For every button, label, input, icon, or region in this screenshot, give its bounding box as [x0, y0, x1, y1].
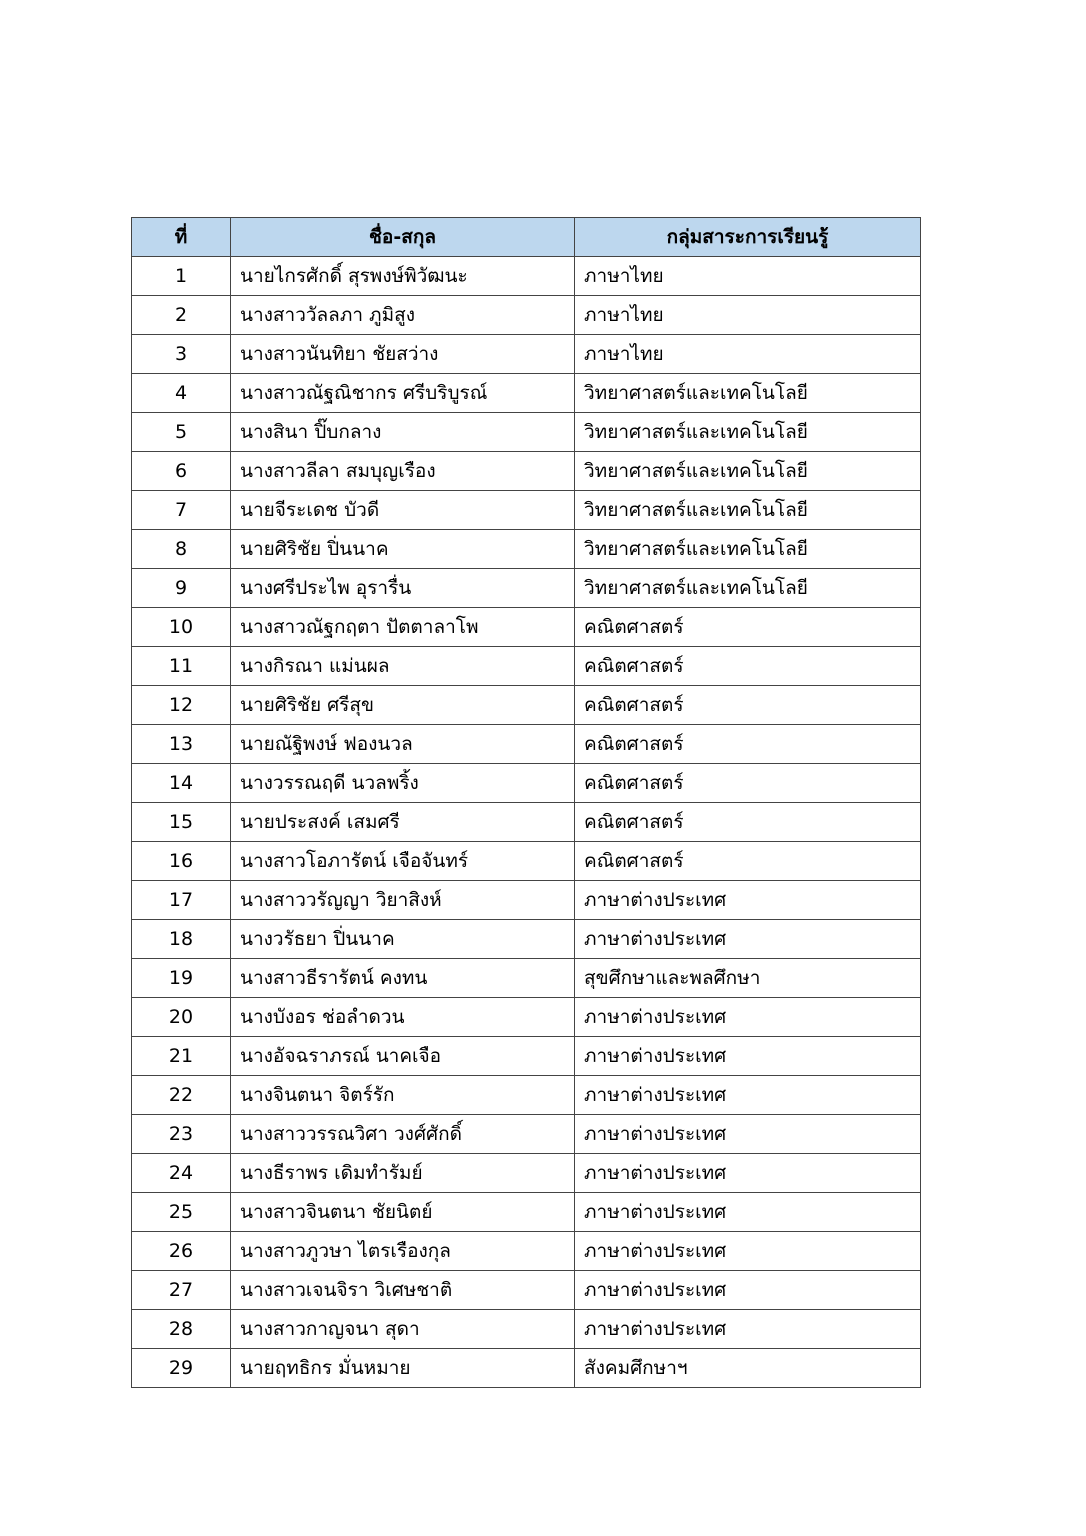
row-name: นางสาวเจนจิรา วิเศษชาติ — [231, 1271, 575, 1310]
row-number: 8 — [132, 530, 231, 569]
table-row — [132, 1115, 921, 1154]
table-row — [132, 1076, 921, 1115]
row-number: 20 — [132, 998, 231, 1037]
row-group: วิทยาศาสตร์และเทคโนโลยี — [575, 530, 921, 569]
row-name: นางจินตนา จิตร์รัก — [231, 1076, 575, 1115]
table-row — [132, 881, 921, 920]
row-number: 11 — [132, 647, 231, 686]
table-row — [132, 1349, 921, 1388]
table-row — [132, 1154, 921, 1193]
row-name: นางวรรณฤดี นวลพริ้ง — [231, 764, 575, 803]
row-group: วิทยาศาสตร์และเทคโนโลยี — [575, 374, 921, 413]
row-group: ภาษาต่างประเทศ — [575, 1232, 921, 1271]
row-name: นางสาวโอภารัตน์ เจือจันทร์ — [231, 842, 575, 881]
row-name: นายประสงค์ เสมศรี — [231, 803, 575, 842]
row-name: นายศิริชัย ศรีสุข — [231, 686, 575, 725]
row-name: นางสาววัลลภา ภูมิสูง — [231, 296, 575, 335]
row-number: 3 — [132, 335, 231, 374]
table-row — [132, 491, 921, 530]
row-group: คณิตศาสตร์ — [575, 647, 921, 686]
row-number: 23 — [132, 1115, 231, 1154]
row-number: 10 — [132, 608, 231, 647]
header-name: ชื่อ-สกุล — [231, 218, 575, 257]
table-row — [132, 530, 921, 569]
row-name: นางวรัธยา ปิ่นนาค — [231, 920, 575, 959]
row-group: คณิตศาสตร์ — [575, 764, 921, 803]
row-group: ภาษาต่างประเทศ — [575, 1271, 921, 1310]
row-group: คณิตศาสตร์ — [575, 842, 921, 881]
row-number: 22 — [132, 1076, 231, 1115]
row-group: คณิตศาสตร์ — [575, 803, 921, 842]
table-row — [132, 842, 921, 881]
row-group: ภาษาต่างประเทศ — [575, 1154, 921, 1193]
row-name: นางบังอร ช่อลำดวน — [231, 998, 575, 1037]
table-row — [132, 1271, 921, 1310]
row-group: วิทยาศาสตร์และเทคโนโลยี — [575, 491, 921, 530]
row-number: 24 — [132, 1154, 231, 1193]
row-name: นางกิรณา แม่นผล — [231, 647, 575, 686]
row-group: สังคมศึกษาฯ — [575, 1349, 921, 1388]
row-group: คณิตศาสตร์ — [575, 686, 921, 725]
row-group: ภาษาไทย — [575, 296, 921, 335]
row-number: 21 — [132, 1037, 231, 1076]
row-number: 9 — [132, 569, 231, 608]
row-number: 19 — [132, 959, 231, 998]
row-name: นายณัฐิพงษ์ ฟองนวล — [231, 725, 575, 764]
table-header — [132, 218, 921, 257]
table-row — [132, 725, 921, 764]
table-row — [132, 1193, 921, 1232]
row-name: นายฤทธิกร มั่นหมาย — [231, 1349, 575, 1388]
row-number: 17 — [132, 881, 231, 920]
table-row — [132, 374, 921, 413]
table-row — [132, 608, 921, 647]
row-number: 12 — [132, 686, 231, 725]
row-number: 13 — [132, 725, 231, 764]
row-name: นางสาวกาญจนา สุดา — [231, 1310, 575, 1349]
table-row — [132, 413, 921, 452]
table-row — [132, 1310, 921, 1349]
row-group: คณิตศาสตร์ — [575, 725, 921, 764]
table-row — [132, 686, 921, 725]
row-group: ภาษาต่างประเทศ — [575, 998, 921, 1037]
row-group: วิทยาศาสตร์และเทคโนโลยี — [575, 413, 921, 452]
row-group: วิทยาศาสตร์และเทคโนโลยี — [575, 569, 921, 608]
row-number: 18 — [132, 920, 231, 959]
row-number: 15 — [132, 803, 231, 842]
table-row — [132, 803, 921, 842]
row-name: นางสาวลีลา สมบุญเรือง — [231, 452, 575, 491]
row-name: นางอัจฉราภรณ์ นาคเจือ — [231, 1037, 575, 1076]
row-name: นางสาววรรณวิศา วงศ์ศักดิ์ — [231, 1115, 575, 1154]
row-group: ภาษาต่างประเทศ — [575, 920, 921, 959]
row-name: นางสาวณัฐกฤตา ปัตตาลาโพ — [231, 608, 575, 647]
row-name: นางสาวภูวษา ไตรเรืองกุล — [231, 1232, 575, 1271]
row-name: นายศิริชัย ปิ่นนาค — [231, 530, 575, 569]
row-group: ภาษาต่างประเทศ — [575, 1037, 921, 1076]
row-number: 16 — [132, 842, 231, 881]
table-row — [132, 335, 921, 374]
row-group: วิทยาศาสตร์และเทคโนโลยี — [575, 452, 921, 491]
table-row — [132, 452, 921, 491]
row-group: ภาษาไทย — [575, 257, 921, 296]
row-number: 27 — [132, 1271, 231, 1310]
row-number: 25 — [132, 1193, 231, 1232]
row-number: 5 — [132, 413, 231, 452]
table-row — [132, 959, 921, 998]
row-number: 4 — [132, 374, 231, 413]
row-name: นายจีระเดช บัวดี — [231, 491, 575, 530]
table-row — [132, 1037, 921, 1076]
row-name: นางสาวณัฐณิชากร ศรีบริบูรณ์ — [231, 374, 575, 413]
row-name: นายไกรศักดิ์ สุรพงษ์พิวัฒนะ — [231, 257, 575, 296]
row-number: 1 — [132, 257, 231, 296]
header-group: กลุ่มสาระการเรียนรู้ — [575, 218, 921, 257]
table-row — [132, 257, 921, 296]
row-name: นางสาวนันทิยา ชัยสว่าง — [231, 335, 575, 374]
table-row — [132, 647, 921, 686]
row-name: นางสาวธีรารัตน์ คงทน — [231, 959, 575, 998]
table-body — [132, 257, 921, 1388]
table-row — [132, 920, 921, 959]
table-row — [132, 296, 921, 335]
row-number: 26 — [132, 1232, 231, 1271]
row-group: ภาษาไทย — [575, 335, 921, 374]
row-name: นางธีราพร เดิมทำรัมย์ — [231, 1154, 575, 1193]
row-number: 29 — [132, 1349, 231, 1388]
row-name: นางสาววรัญญา วิยาสิงห์ — [231, 881, 575, 920]
table-row — [132, 569, 921, 608]
row-group: สุขศึกษาและพลศึกษา — [575, 959, 921, 998]
row-group: ภาษาต่างประเทศ — [575, 1193, 921, 1232]
row-number: 2 — [132, 296, 231, 335]
row-group: ภาษาต่างประเทศ — [575, 1115, 921, 1154]
table-row — [132, 998, 921, 1037]
row-group: คณิตศาสตร์ — [575, 608, 921, 647]
header-no: ที่ — [132, 218, 231, 257]
row-number: 28 — [132, 1310, 231, 1349]
header-row — [132, 218, 921, 257]
row-group: ภาษาต่างประเทศ — [575, 1076, 921, 1115]
row-group: ภาษาต่างประเทศ — [575, 1310, 921, 1349]
row-number: 7 — [132, 491, 231, 530]
row-name: นางศรีประไพ อุรารื่น — [231, 569, 575, 608]
row-group: ภาษาต่างประเทศ — [575, 881, 921, 920]
table-row — [132, 764, 921, 803]
row-number: 6 — [132, 452, 231, 491]
row-name: นางสินา ปิ๊บกลาง — [231, 413, 575, 452]
row-name: นางสาวจินตนา ชัยนิตย์ — [231, 1193, 575, 1232]
table-row — [132, 1232, 921, 1271]
staff-table — [131, 217, 921, 1388]
row-number: 14 — [132, 764, 231, 803]
